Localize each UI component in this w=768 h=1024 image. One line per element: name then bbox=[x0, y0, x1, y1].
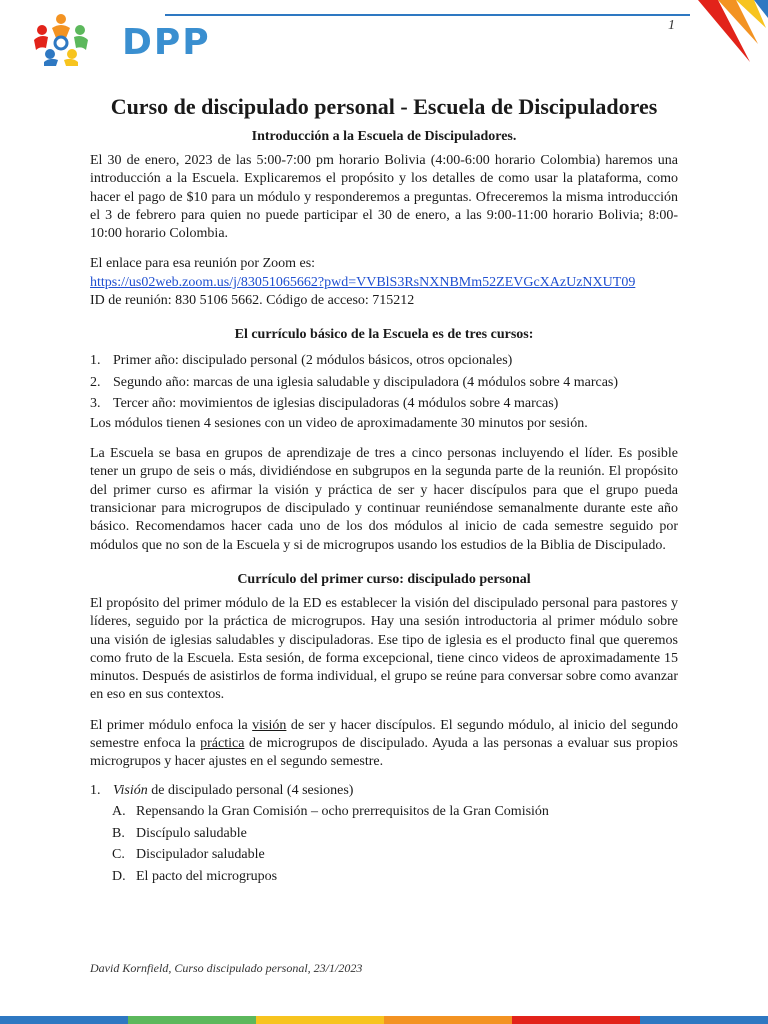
curriculum-heading: El currículo básico de la Escuela es de tres cursos: bbox=[234, 327, 534, 343]
page-number: 1 bbox=[668, 18, 675, 33]
intro-paragraph: El 30 de enero, 2023 de las 5:00-7:00 pm horario Bolivia (4:00-6:00 horario Colombia) haremos una introducción a la Escuela. Explicaremos el propósito y los detalles de como usar la plataforma, como hacer el pago de $10 para un módulo y responderemos a preguntas. Ofreceremos la misma introducción el 3 de febrero para quien no puede participar el 30 de enero, a las 9:00-11:00 horario Bolivia; 8:00-10:00 horario Colombia. bbox=[90, 153, 678, 242]
list-item: A. Repensando la Gran Comisión – ocho prerrequisitos de la Gran Comisión bbox=[112, 804, 549, 820]
first-course-heading: Currículo del primer curso: discipulado personal bbox=[237, 571, 531, 587]
logo-people-icon bbox=[30, 10, 92, 66]
sessions-note: Los módulos tienen 4 sesiones con un video de aproximadamente 30 minutos por sesión. bbox=[90, 415, 588, 431]
dpp-logo bbox=[30, 10, 211, 66]
list-item: 2. Segundo año: marcas de una iglesia saludable y discipuladora (4 módulos sobre 4 marcas) bbox=[90, 374, 619, 390]
page-footer: David Kornfield, Curso discipulado personal, 23/1/2023 bbox=[90, 961, 363, 975]
first-course-paragraph: El propósito del primer módulo de la ED es establecer la visión del discipulado personal para pastores y líderes, seguido por la práctica de microgrupos. Hay una sesión introductoria al primer módulo sobre una visión de iglesias saludables y discipuladoras. Ese tipo de iglesia es el producto final que queremos como fruto de la Escuela. Esta sesión, de forma excepcional, tiene cinco videos de aproximadamente 15 minutos. Después de asistirlos de forma individual, el grupo se reúne para conversar sobre como avanzar en eso en sus contextos. bbox=[90, 595, 678, 703]
header-rule bbox=[165, 14, 690, 16]
logo-text: DPP bbox=[122, 22, 211, 63]
modules-paragraph: El primer módulo enfoca la visión de ser y hacer discípulos. El segundo módulo, al inicio del segundo semestre enfoca la práctica de microgrupos de discipulado. Ayuda a las personas a evaluar sus propios microgrupos y hacer ajustes en el segundo semestre. bbox=[90, 717, 678, 770]
list-item: D. El pacto del microgrupos bbox=[112, 868, 278, 884]
list-item: 1. Visión de discipulado personal (4 sesiones) bbox=[90, 782, 354, 798]
module-list bbox=[90, 780, 678, 802]
list-item: C. Discipulador saludable bbox=[112, 847, 265, 863]
curriculum-list bbox=[90, 350, 678, 415]
module-sessions-list bbox=[90, 801, 678, 887]
underlined-practice: práctica bbox=[200, 736, 245, 752]
intro-heading: Introducción a la Escuela de Discipuladores. bbox=[251, 129, 517, 144]
groups-paragraph: La Escuela se basa en grupos de aprendizaje de tres a cinco personas incluyendo el líder. Es posible tener un grupo de seis o más, dividiéndose en subgrupos en la segunda parte de la reunión. El propósito del primer curso es afirmar la visión y práctica de ser y hacer discípulos para que el grupo pueda transicionar para microgrupos de discipulado y continuar reuniéndose semanalmente durante este año básico. Recomendamos hacer cada uno de los dos módulos al inicio de cada semestre seguido por módulos que no son de la Escuela y si de microgrupos usando los estudios de la Biblia de Discipulado. bbox=[90, 446, 678, 553]
list-item: 3. Tercer año: movimientos de iglesias discipuladoras (4 módulos sobre 4 marcas) bbox=[90, 396, 559, 412]
list-item: B. Discípulo saludable bbox=[112, 825, 247, 841]
footer-color-bar bbox=[0, 1016, 768, 1024]
list-item: 1. Primer año: discipulado personal (2 módulos básicos, otros opcionales) bbox=[90, 353, 513, 369]
document-title: Curso de discipulado personal - Escuela de Discipuladores bbox=[110, 94, 658, 119]
meeting-id: ID de reunión: 830 5106 5662. Código de acceso: 715212 bbox=[90, 293, 415, 309]
zoom-label: El enlace para esa reunión por Zoom es: bbox=[90, 256, 316, 272]
corner-decoration-icon bbox=[688, 0, 768, 70]
document-body bbox=[90, 92, 678, 887]
underlined-vision: visión bbox=[252, 717, 287, 733]
zoom-link[interactable]: https://us02web.zoom.us/j/83051065662?pwd=VVBlS3RsNXNBMm52ZEVGcXAzUzNXUT09 bbox=[90, 274, 636, 290]
